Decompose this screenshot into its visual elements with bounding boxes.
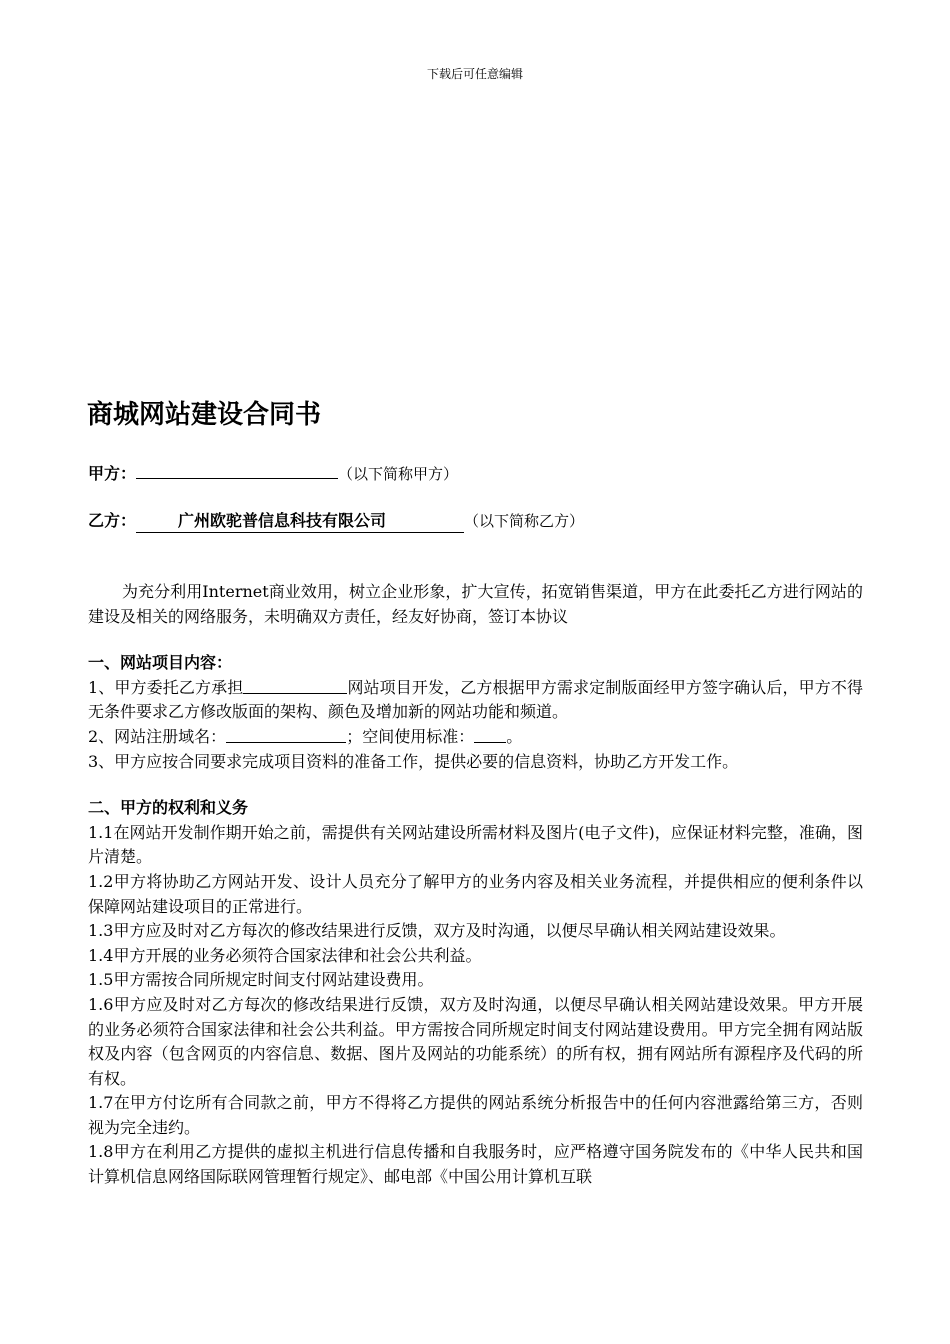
section-2-item: 1.3甲方应及时对乙方每次的修改结果进行反馈，双方及时沟通，以便尽早确认相关网站建设效果。	[88, 921, 786, 941]
party-b-name: 广州欧驼普信息科技有限公司	[136, 510, 464, 533]
party-a-label: 甲方：	[88, 464, 137, 483]
document-title: 商城网站建设合同书	[87, 400, 322, 430]
item-2-text-a: 2、网站注册域名：	[88, 726, 227, 746]
party-a-blank	[136, 462, 338, 479]
party-a-note: （以下简称甲方）	[338, 465, 459, 483]
section-2-item: 1.7在甲方付讫所有合同款之前，甲方不得将乙方提供的网站系统分析报告中的任何内容泄露给第三方，否则视为完全违约。	[88, 1093, 863, 1137]
section-1-item-2	[88, 725, 863, 750]
section-1-heading: 一、网站项目内容：	[88, 653, 233, 673]
section-2-item: 1.6甲方应及时对乙方每次的修改结果进行反馈，双方及时沟通，以便尽早确认相关网站建设效果。甲方开展的业务必须符合国家法律和社会公共利益。甲方需按合同所规定时间支付网站建设费用。甲方完全拥有网站版权及内容（包含网页的内容信息、数据、图片及网站的功能系统）的所有权，拥有网站所有源程序及代码的所有权。	[88, 994, 863, 1088]
item-1-text-a: 1、甲方委托乙方承担	[88, 677, 244, 697]
item-2-text-c: 。	[506, 726, 523, 746]
section-2-item: 1.2甲方将协助乙方网站开发、设计人员充分了解甲方的业务内容及相关业务流程，并提供相应的便利条件以保障网站建设项目的正常进行。	[88, 871, 863, 916]
party-a-line	[88, 462, 458, 485]
space-standard-blank	[474, 726, 506, 743]
page-header: 下载后可任意编辑	[426, 67, 523, 81]
section-1-item-3: 3、甲方应按合同要求完成项目资料的准备工作，提供必要的信息资料，协助乙方开发工作。	[88, 751, 739, 771]
section-1-item-1	[88, 676, 863, 725]
intro-paragraph: 为充分利用Internet商业效用，树立企业形象，扩大宣传，拓宽销售渠道，甲方在此委托乙方进行网站的建设及相关的网络服务，未明确双方责任，经友好协商，签订本协议	[88, 582, 863, 626]
item-1-text-b: 网站项目开发，乙方根据甲方需求定制版面经甲方签字确认后，甲方不得无条件要求乙方修改版面的架构、颜色及增加新的网站功能和频道。	[88, 677, 863, 722]
section-2-item: 1.5甲方需按合同所规定时间支付网站建设费用。	[88, 970, 434, 990]
domain-blank	[226, 726, 346, 743]
contract-body	[88, 580, 863, 1190]
project-name-blank	[243, 677, 347, 694]
party-b-label: 乙方：	[88, 511, 137, 530]
section-2-item: 1.1在网站开发制作期开始之前，需提供有关网站建设所需材料及图片(电子文件)，应保证材料完整，准确，图片清楚。	[88, 822, 863, 867]
section-2-heading: 二、甲方的权利和义务	[88, 798, 249, 818]
item-2-text-b: ；空间使用标准：	[346, 726, 475, 746]
section-2-item: 1.8甲方在利用乙方提供的虚拟主机进行信息传播和自我服务时，应严格遵守国务院发布的《中华人民共和国计算机信息网络国际联网管理暂行规定》、邮电部《中国公用计算机互联	[88, 1142, 863, 1187]
party-b-line	[88, 510, 584, 533]
section-2-item: 1.4甲方开展的业务必须符合国家法律和社会公共利益。	[88, 945, 482, 965]
party-b-note: （以下简称乙方）	[464, 512, 585, 530]
